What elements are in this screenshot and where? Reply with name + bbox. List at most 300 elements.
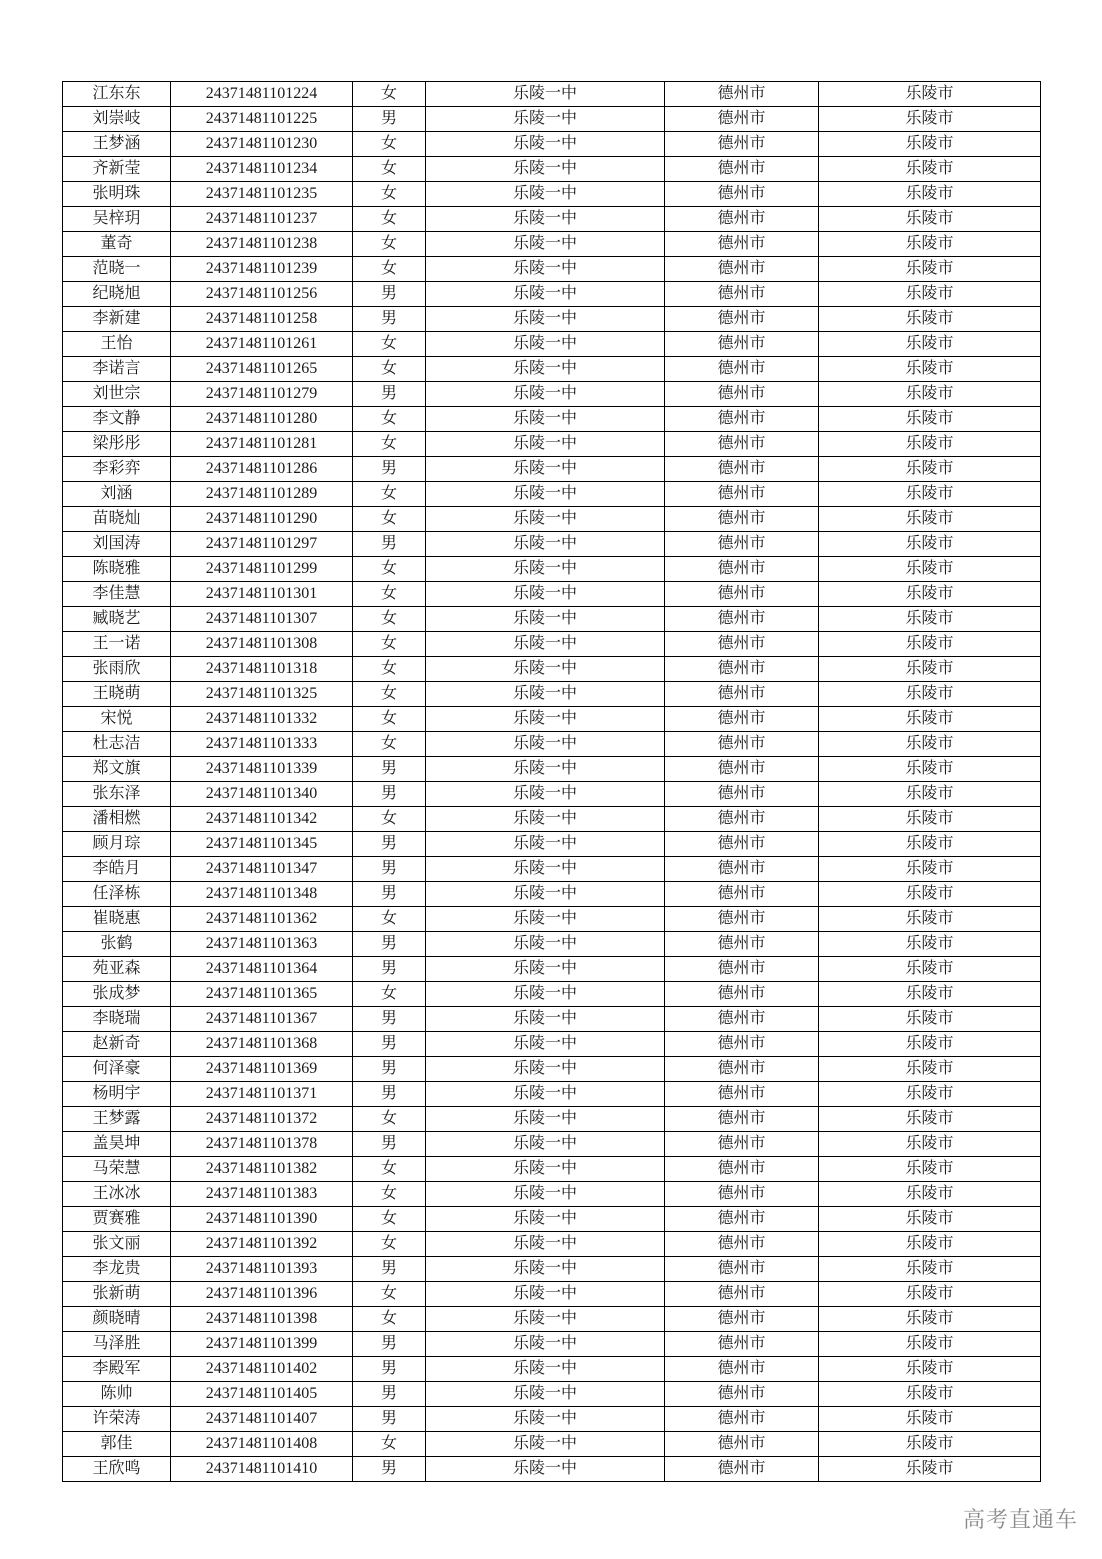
cell-school: 乐陵一中 [426,1457,665,1482]
cell-name: 王晓萌 [63,682,171,707]
cell-name: 崔晓惠 [63,907,171,932]
table-row [63,382,1041,407]
table-row [63,1082,1041,1107]
cell-city: 德州市 [665,132,819,157]
cell-school: 乐陵一中 [426,207,665,232]
cell-city: 德州市 [665,1007,819,1032]
cell-district: 乐陵市 [819,1432,1041,1457]
cell-gender: 男 [353,1457,426,1482]
cell-exam_id: 24371481101332 [171,707,353,732]
cell-gender: 女 [353,732,426,757]
cell-district: 乐陵市 [819,757,1041,782]
cell-district: 乐陵市 [819,1232,1041,1257]
cell-gender: 男 [353,757,426,782]
cell-exam_id: 24371481101339 [171,757,353,782]
table-row [63,182,1041,207]
cell-gender: 男 [353,1057,426,1082]
cell-exam_id: 24371481101390 [171,1207,353,1232]
cell-exam_id: 24371481101234 [171,157,353,182]
cell-city: 德州市 [665,1182,819,1207]
cell-gender: 女 [353,257,426,282]
cell-exam_id: 24371481101224 [171,82,353,107]
cell-city: 德州市 [665,1082,819,1107]
cell-school: 乐陵一中 [426,332,665,357]
cell-exam_id: 24371481101333 [171,732,353,757]
cell-exam_id: 24371481101348 [171,882,353,907]
cell-district: 乐陵市 [819,732,1041,757]
cell-name: 张鹤 [63,932,171,957]
cell-exam_id: 24371481101239 [171,257,353,282]
cell-gender: 女 [353,707,426,732]
cell-gender: 男 [353,1007,426,1032]
cell-school: 乐陵一中 [426,732,665,757]
cell-city: 德州市 [665,232,819,257]
cell-exam_id: 24371481101279 [171,382,353,407]
cell-exam_id: 24371481101281 [171,432,353,457]
cell-district: 乐陵市 [819,932,1041,957]
table-row [63,707,1041,732]
cell-school: 乐陵一中 [426,1332,665,1357]
cell-name: 陈帅 [63,1382,171,1407]
cell-district: 乐陵市 [819,1207,1041,1232]
cell-city: 德州市 [665,1207,819,1232]
table-row [63,1282,1041,1307]
cell-school: 乐陵一中 [426,782,665,807]
cell-district: 乐陵市 [819,532,1041,557]
table-row [63,1207,1041,1232]
cell-name: 赵新奇 [63,1032,171,1057]
cell-name: 张新萌 [63,1282,171,1307]
cell-gender: 女 [353,357,426,382]
cell-exam_id: 24371481101345 [171,832,353,857]
cell-exam_id: 24371481101398 [171,1307,353,1332]
cell-gender: 女 [353,982,426,1007]
cell-district: 乐陵市 [819,1407,1041,1432]
cell-gender: 女 [353,1307,426,1332]
table-row [63,557,1041,582]
cell-exam_id: 24371481101402 [171,1357,353,1382]
cell-city: 德州市 [665,532,819,557]
cell-gender: 男 [353,1257,426,1282]
cell-gender: 女 [353,1282,426,1307]
cell-district: 乐陵市 [819,1257,1041,1282]
cell-gender: 女 [353,682,426,707]
cell-city: 德州市 [665,1032,819,1057]
cell-exam_id: 24371481101369 [171,1057,353,1082]
cell-exam_id: 24371481101289 [171,482,353,507]
cell-school: 乐陵一中 [426,807,665,832]
cell-school: 乐陵一中 [426,1132,665,1157]
watermark-text: 高考直通车 [962,1507,1078,1532]
cell-exam_id: 24371481101297 [171,532,353,557]
table-row [63,682,1041,707]
cell-gender: 女 [353,82,426,107]
cell-exam_id: 24371481101280 [171,407,353,432]
cell-district: 乐陵市 [819,957,1041,982]
cell-name: 李新建 [63,307,171,332]
cell-school: 乐陵一中 [426,1382,665,1407]
cell-exam_id: 24371481101396 [171,1282,353,1307]
cell-name: 李彩弈 [63,457,171,482]
cell-name: 臧晓艺 [63,607,171,632]
table-row [63,457,1041,482]
cell-name: 吴梓玥 [63,207,171,232]
cell-gender: 女 [353,182,426,207]
cell-district: 乐陵市 [819,1182,1041,1207]
cell-exam_id: 24371481101347 [171,857,353,882]
cell-gender: 男 [353,532,426,557]
cell-name: 王梦涵 [63,132,171,157]
cell-city: 德州市 [665,657,819,682]
cell-name: 齐新莹 [63,157,171,182]
cell-gender: 女 [353,1107,426,1132]
cell-gender: 男 [353,1032,426,1057]
cell-district: 乐陵市 [819,657,1041,682]
cell-city: 德州市 [665,357,819,382]
cell-name: 何泽豪 [63,1057,171,1082]
table-row [63,1432,1041,1457]
cell-gender: 女 [353,632,426,657]
cell-name: 郭佳 [63,1432,171,1457]
cell-city: 德州市 [665,1282,819,1307]
cell-school: 乐陵一中 [426,432,665,457]
table-row [63,932,1041,957]
cell-district: 乐陵市 [819,1082,1041,1107]
cell-school: 乐陵一中 [426,107,665,132]
cell-gender: 女 [353,582,426,607]
cell-name: 颜晓晴 [63,1307,171,1332]
cell-gender: 女 [353,407,426,432]
cell-gender: 女 [353,207,426,232]
cell-gender: 女 [353,1232,426,1257]
cell-district: 乐陵市 [819,1357,1041,1382]
cell-city: 德州市 [665,1132,819,1157]
cell-district: 乐陵市 [819,682,1041,707]
cell-name: 郑文旗 [63,757,171,782]
table-row [63,107,1041,132]
cell-city: 德州市 [665,1332,819,1357]
cell-city: 德州市 [665,82,819,107]
cell-gender: 女 [353,1157,426,1182]
cell-school: 乐陵一中 [426,582,665,607]
cell-gender: 女 [353,1207,426,1232]
cell-name: 任泽栋 [63,882,171,907]
cell-name: 王一诺 [63,632,171,657]
cell-district: 乐陵市 [819,257,1041,282]
cell-name: 张成梦 [63,982,171,1007]
cell-name: 张文丽 [63,1232,171,1257]
table-row [63,307,1041,332]
cell-school: 乐陵一中 [426,1032,665,1057]
cell-gender: 女 [353,482,426,507]
cell-gender: 男 [353,382,426,407]
cell-name: 王欣鸣 [63,1457,171,1482]
cell-gender: 男 [353,857,426,882]
cell-city: 德州市 [665,582,819,607]
cell-city: 德州市 [665,982,819,1007]
cell-district: 乐陵市 [819,207,1041,232]
cell-district: 乐陵市 [819,232,1041,257]
cell-city: 德州市 [665,632,819,657]
cell-gender: 女 [353,907,426,932]
cell-name: 王怡 [63,332,171,357]
cell-city: 德州市 [665,707,819,732]
cell-exam_id: 24371481101290 [171,507,353,532]
cell-exam_id: 24371481101392 [171,1232,353,1257]
cell-school: 乐陵一中 [426,407,665,432]
cell-district: 乐陵市 [819,357,1041,382]
cell-district: 乐陵市 [819,1107,1041,1132]
cell-name: 许荣涛 [63,1407,171,1432]
cell-school: 乐陵一中 [426,907,665,932]
cell-school: 乐陵一中 [426,482,665,507]
cell-school: 乐陵一中 [426,832,665,857]
cell-city: 德州市 [665,1457,819,1482]
cell-gender: 女 [353,557,426,582]
table-row [63,1157,1041,1182]
cell-gender: 男 [353,782,426,807]
cell-exam_id: 24371481101362 [171,907,353,932]
cell-gender: 女 [353,332,426,357]
cell-district: 乐陵市 [819,182,1041,207]
cell-exam_id: 24371481101238 [171,232,353,257]
table-row [63,657,1041,682]
table-row [63,157,1041,182]
cell-name: 苗晓灿 [63,507,171,532]
cell-district: 乐陵市 [819,107,1041,132]
cell-name: 刘国涛 [63,532,171,557]
cell-city: 德州市 [665,432,819,457]
cell-name: 陈晓雅 [63,557,171,582]
cell-city: 德州市 [665,407,819,432]
cell-city: 德州市 [665,1157,819,1182]
cell-district: 乐陵市 [819,907,1041,932]
cell-school: 乐陵一中 [426,1357,665,1382]
cell-exam_id: 24371481101308 [171,632,353,657]
cell-school: 乐陵一中 [426,932,665,957]
cell-city: 德州市 [665,157,819,182]
cell-exam_id: 24371481101265 [171,357,353,382]
cell-district: 乐陵市 [819,1307,1041,1332]
cell-district: 乐陵市 [819,457,1041,482]
cell-gender: 男 [353,107,426,132]
cell-district: 乐陵市 [819,707,1041,732]
cell-city: 德州市 [665,482,819,507]
cell-exam_id: 24371481101363 [171,932,353,957]
cell-school: 乐陵一中 [426,357,665,382]
cell-school: 乐陵一中 [426,457,665,482]
cell-name: 李文静 [63,407,171,432]
cell-exam_id: 24371481101368 [171,1032,353,1057]
cell-school: 乐陵一中 [426,382,665,407]
cell-city: 德州市 [665,607,819,632]
cell-district: 乐陵市 [819,832,1041,857]
cell-name: 张雨欣 [63,657,171,682]
cell-school: 乐陵一中 [426,257,665,282]
table-row [63,507,1041,532]
cell-school: 乐陵一中 [426,1007,665,1032]
table-row [63,1332,1041,1357]
cell-city: 德州市 [665,832,819,857]
cell-city: 德州市 [665,807,819,832]
cell-school: 乐陵一中 [426,857,665,882]
cell-exam_id: 24371481101325 [171,682,353,707]
cell-exam_id: 24371481101407 [171,1407,353,1432]
table-row [63,407,1041,432]
table-row [63,982,1041,1007]
cell-gender: 女 [353,657,426,682]
table-row [63,1382,1041,1407]
cell-exam_id: 24371481101225 [171,107,353,132]
cell-district: 乐陵市 [819,432,1041,457]
cell-city: 德州市 [665,732,819,757]
cell-school: 乐陵一中 [426,657,665,682]
cell-school: 乐陵一中 [426,982,665,1007]
table-row [63,957,1041,982]
cell-school: 乐陵一中 [426,1257,665,1282]
table-row [63,882,1041,907]
cell-school: 乐陵一中 [426,532,665,557]
cell-district: 乐陵市 [819,382,1041,407]
cell-name: 马泽胜 [63,1332,171,1357]
cell-school: 乐陵一中 [426,182,665,207]
cell-district: 乐陵市 [819,1007,1041,1032]
cell-exam_id: 24371481101307 [171,607,353,632]
cell-school: 乐陵一中 [426,232,665,257]
table-row [63,357,1041,382]
cell-city: 德州市 [665,1432,819,1457]
cell-name: 盖昊坤 [63,1132,171,1157]
student-roster-table [62,81,1041,1482]
cell-school: 乐陵一中 [426,1107,665,1132]
cell-name: 杜志洁 [63,732,171,757]
cell-city: 德州市 [665,1357,819,1382]
cell-name: 杨明宇 [63,1082,171,1107]
cell-exam_id: 24371481101237 [171,207,353,232]
cell-district: 乐陵市 [819,307,1041,332]
cell-gender: 女 [353,232,426,257]
cell-school: 乐陵一中 [426,282,665,307]
table-row [63,732,1041,757]
cell-city: 德州市 [665,932,819,957]
cell-gender: 男 [353,1132,426,1157]
cell-name: 范晓一 [63,257,171,282]
cell-gender: 男 [353,1407,426,1432]
cell-name: 王冰冰 [63,1182,171,1207]
table-row [63,782,1041,807]
cell-school: 乐陵一中 [426,607,665,632]
table-row [63,207,1041,232]
cell-district: 乐陵市 [819,407,1041,432]
cell-exam_id: 24371481101235 [171,182,353,207]
cell-name: 张明珠 [63,182,171,207]
cell-exam_id: 24371481101405 [171,1382,353,1407]
table-row [63,82,1041,107]
cell-exam_id: 24371481101364 [171,957,353,982]
table-row [63,807,1041,832]
cell-school: 乐陵一中 [426,557,665,582]
cell-gender: 男 [353,457,426,482]
cell-school: 乐陵一中 [426,307,665,332]
cell-name: 江东东 [63,82,171,107]
cell-district: 乐陵市 [819,1132,1041,1157]
cell-name: 宋悦 [63,707,171,732]
cell-school: 乐陵一中 [426,1207,665,1232]
cell-exam_id: 24371481101340 [171,782,353,807]
cell-school: 乐陵一中 [426,1157,665,1182]
cell-district: 乐陵市 [819,782,1041,807]
cell-exam_id: 24371481101230 [171,132,353,157]
cell-city: 德州市 [665,457,819,482]
cell-district: 乐陵市 [819,1057,1041,1082]
cell-city: 德州市 [665,207,819,232]
cell-city: 德州市 [665,857,819,882]
cell-city: 德州市 [665,1407,819,1432]
cell-district: 乐陵市 [819,632,1041,657]
student-roster-body [63,82,1041,1482]
cell-city: 德州市 [665,1232,819,1257]
cell-name: 董奇 [63,232,171,257]
cell-name: 李佳慧 [63,582,171,607]
cell-city: 德州市 [665,307,819,332]
cell-district: 乐陵市 [819,507,1041,532]
cell-exam_id: 24371481101372 [171,1107,353,1132]
cell-name: 张东泽 [63,782,171,807]
cell-name: 潘相燃 [63,807,171,832]
cell-name: 纪晓旭 [63,282,171,307]
cell-school: 乐陵一中 [426,82,665,107]
cell-gender: 女 [353,1182,426,1207]
cell-name: 李皓月 [63,857,171,882]
cell-school: 乐陵一中 [426,1232,665,1257]
cell-exam_id: 24371481101342 [171,807,353,832]
cell-city: 德州市 [665,282,819,307]
cell-school: 乐陵一中 [426,157,665,182]
cell-school: 乐陵一中 [426,1082,665,1107]
cell-exam_id: 24371481101318 [171,657,353,682]
cell-district: 乐陵市 [819,807,1041,832]
cell-district: 乐陵市 [819,157,1041,182]
table-row [63,1232,1041,1257]
cell-gender: 男 [353,1082,426,1107]
cell-district: 乐陵市 [819,282,1041,307]
table-row [63,482,1041,507]
cell-city: 德州市 [665,882,819,907]
table-row [63,1182,1041,1207]
cell-name: 王梦露 [63,1107,171,1132]
cell-gender: 男 [353,307,426,332]
cell-city: 德州市 [665,757,819,782]
table-row [63,632,1041,657]
cell-gender: 男 [353,1357,426,1382]
cell-name: 贾赛雅 [63,1207,171,1232]
cell-city: 德州市 [665,957,819,982]
cell-district: 乐陵市 [819,1457,1041,1482]
cell-name: 刘涵 [63,482,171,507]
cell-district: 乐陵市 [819,557,1041,582]
cell-name: 李晓瑞 [63,1007,171,1032]
cell-school: 乐陵一中 [426,957,665,982]
table-row [63,1307,1041,1332]
cell-city: 德州市 [665,782,819,807]
cell-school: 乐陵一中 [426,1432,665,1457]
cell-city: 德州市 [665,907,819,932]
cell-school: 乐陵一中 [426,882,665,907]
cell-district: 乐陵市 [819,982,1041,1007]
cell-city: 德州市 [665,182,819,207]
table-row [63,1007,1041,1032]
table-row [63,832,1041,857]
